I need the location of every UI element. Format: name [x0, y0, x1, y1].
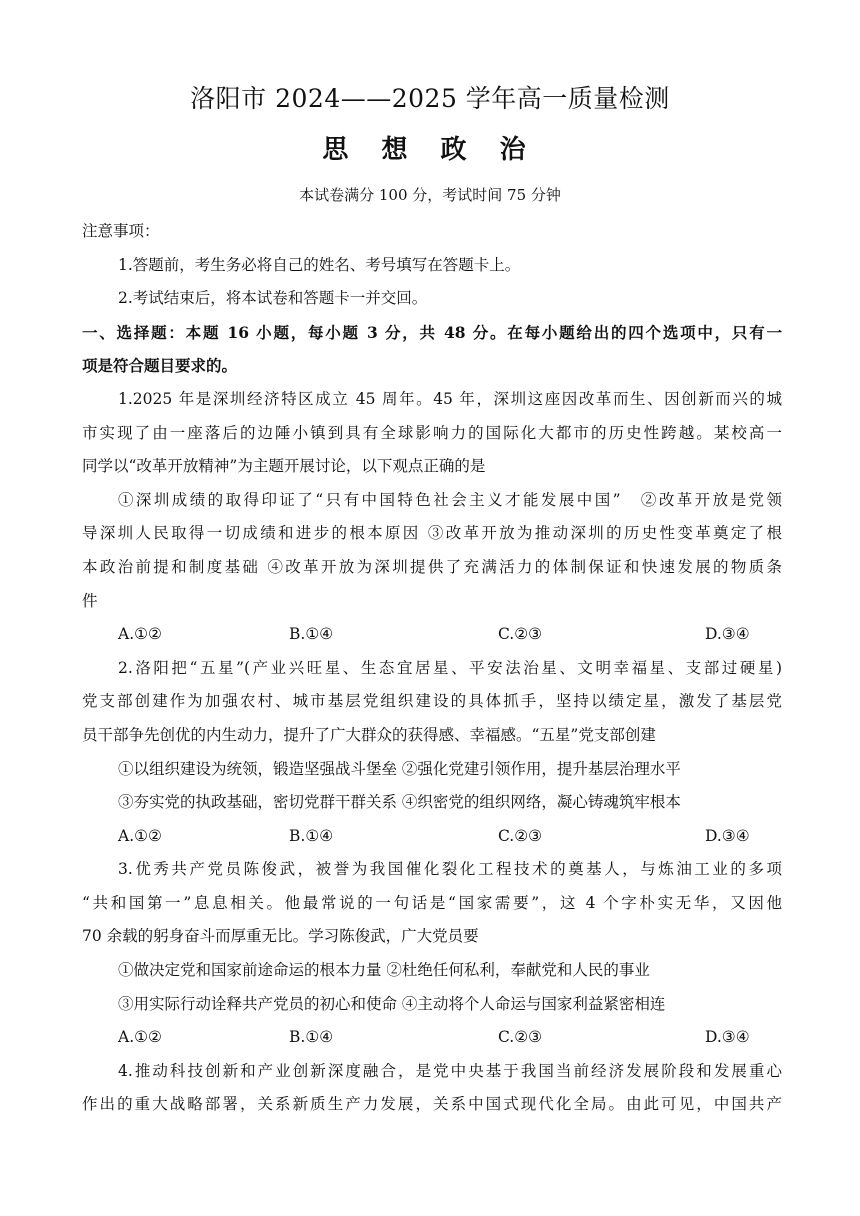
note-item-2: 2.考试结束后，将本试卷和答题卡一并交回。 [118, 289, 428, 308]
subject-title: 思 想 政 治 [322, 135, 538, 165]
exam-title: 洛阳市 2024——2025 学年高一质量检测 [190, 84, 670, 113]
answer-option-c[interactable]: C.②③ [498, 826, 543, 845]
section-heading-line: 一、选择题：本题 16 小题，每小题 3 分，共 48 分。在每小题给出的四个选项中，只有一 [82, 322, 782, 342]
question-stem-line: 党支部创建作为加强农村、城市基层党组织建设的具体抓手，坚持以绩定星，激发了基层党 [82, 692, 782, 711]
question-statement-line: ①做决定党和国家前途命运的根本力量 ②杜绝任何私利，奉献党和人民的事业 [118, 961, 650, 980]
question-statement-line: ①深圳成绩的取得印证了“只有中国特色社会主义才能发展中国” ②改革开放是党领 [118, 490, 782, 509]
question-stem-line: 作出的重大战略部署，关系新质生产力发展，关系中国式现代化全局。由此可见，中国共产 [82, 1095, 782, 1114]
question-3 [82, 853, 782, 1055]
answer-option-c[interactable]: C.②③ [498, 1028, 543, 1047]
section-heading [82, 316, 782, 383]
question-1 [82, 383, 782, 652]
question-2 [82, 652, 782, 854]
question-stem-line: 1.2025 年是深圳经济特区成立 45 周年。45 年，深圳这座因改革而生、因创新而兴的城 [118, 389, 782, 408]
note-item-1: 1.答题前，考生务必将自己的姓名、考号填写在答题卡上。 [118, 255, 521, 274]
question-statement-line: 件 [82, 591, 98, 610]
question-4 [82, 1055, 782, 1122]
question-stem-line: “共和国第一”息息相关。他最常说的一句话是“国家需要”，这 4 个字朴实无华，又因他 [82, 893, 782, 912]
answer-option-a[interactable]: A.①② [118, 826, 162, 845]
answer-option-b[interactable]: B.①④ [289, 826, 334, 845]
answer-option-b[interactable]: B.①④ [289, 625, 334, 644]
question-statement-line: ③用实际行动诠释共产党员的初心和使命 ④主动将个人命运与国家利益紧密相连 [118, 994, 666, 1013]
exam-body [82, 215, 782, 1122]
answer-option-d[interactable]: D.③④ [705, 826, 750, 845]
answer-options [82, 1021, 782, 1055]
question-stem-line: 3.优秀共产党员陈俊武，被誉为我国催化裂化工程技术的奠基人，与炼油工业的多项 [118, 860, 782, 879]
question-statement-line: ③夯实党的执政基础，密切党群干群关系 ④织密党的组织网络，凝心铸魂筑牢根本 [118, 793, 681, 812]
answer-option-a[interactable]: A.①② [118, 625, 162, 644]
question-stem-line: 2.洛阳把“五星”(产业兴旺星、生态宜居星、平安法治星、文明幸福星、支部过硬星) [118, 658, 782, 677]
answer-option-c[interactable]: C.②③ [498, 625, 543, 644]
question-statement-line: ①以组织建设为统领，锻造坚强战斗堡垒 ②强化党建引领作用，提升基层治理水平 [118, 759, 681, 778]
exam-info: 本试卷满分 100 分，考试时间 75 分钟 [299, 186, 561, 204]
answer-option-d[interactable]: D.③④ [705, 1028, 750, 1047]
answer-option-a[interactable]: A.①② [118, 1028, 162, 1047]
question-stem-line: 员干部争先创优的内生动力，提升了广大群众的获得感、幸福感。“五星”党支部创建 [82, 725, 656, 744]
question-statement-line: 导深圳人民取得一切成绩和进步的根本原因 ③改革开放为推动深圳的历史性变革奠定了根 [82, 524, 782, 543]
question-stem-line: 4.推动科技创新和产业创新深度融合，是党中央基于我国当前经济发展阶段和发展重心 [118, 1061, 782, 1080]
question-statement-line: 本政治前提和制度基础 ④改革开放为深圳提供了充满活力的体制保证和快速发展的物质条 [82, 557, 782, 576]
answer-options [82, 820, 782, 854]
question-stem-line: 70 余载的躬身奋斗而厚重无比。学习陈俊武，广大党员要 [82, 927, 479, 946]
answer-option-d[interactable]: D.③④ [705, 625, 750, 644]
question-stem-line: 市实现了由一座落后的边陲小镇到具有全球影响力的国际化大都市的历史性跨越。某校高一 [82, 423, 782, 442]
question-stem-line: 同学以“改革开放精神”为主题开展讨论，以下观点正确的是 [82, 457, 486, 476]
answer-options [82, 618, 782, 652]
section-heading-line: 项是符合题目要求的。 [82, 356, 238, 376]
question-list [82, 383, 782, 1122]
notes-label: 注意事项： [82, 222, 160, 240]
answer-option-b[interactable]: B.①④ [289, 1028, 334, 1047]
